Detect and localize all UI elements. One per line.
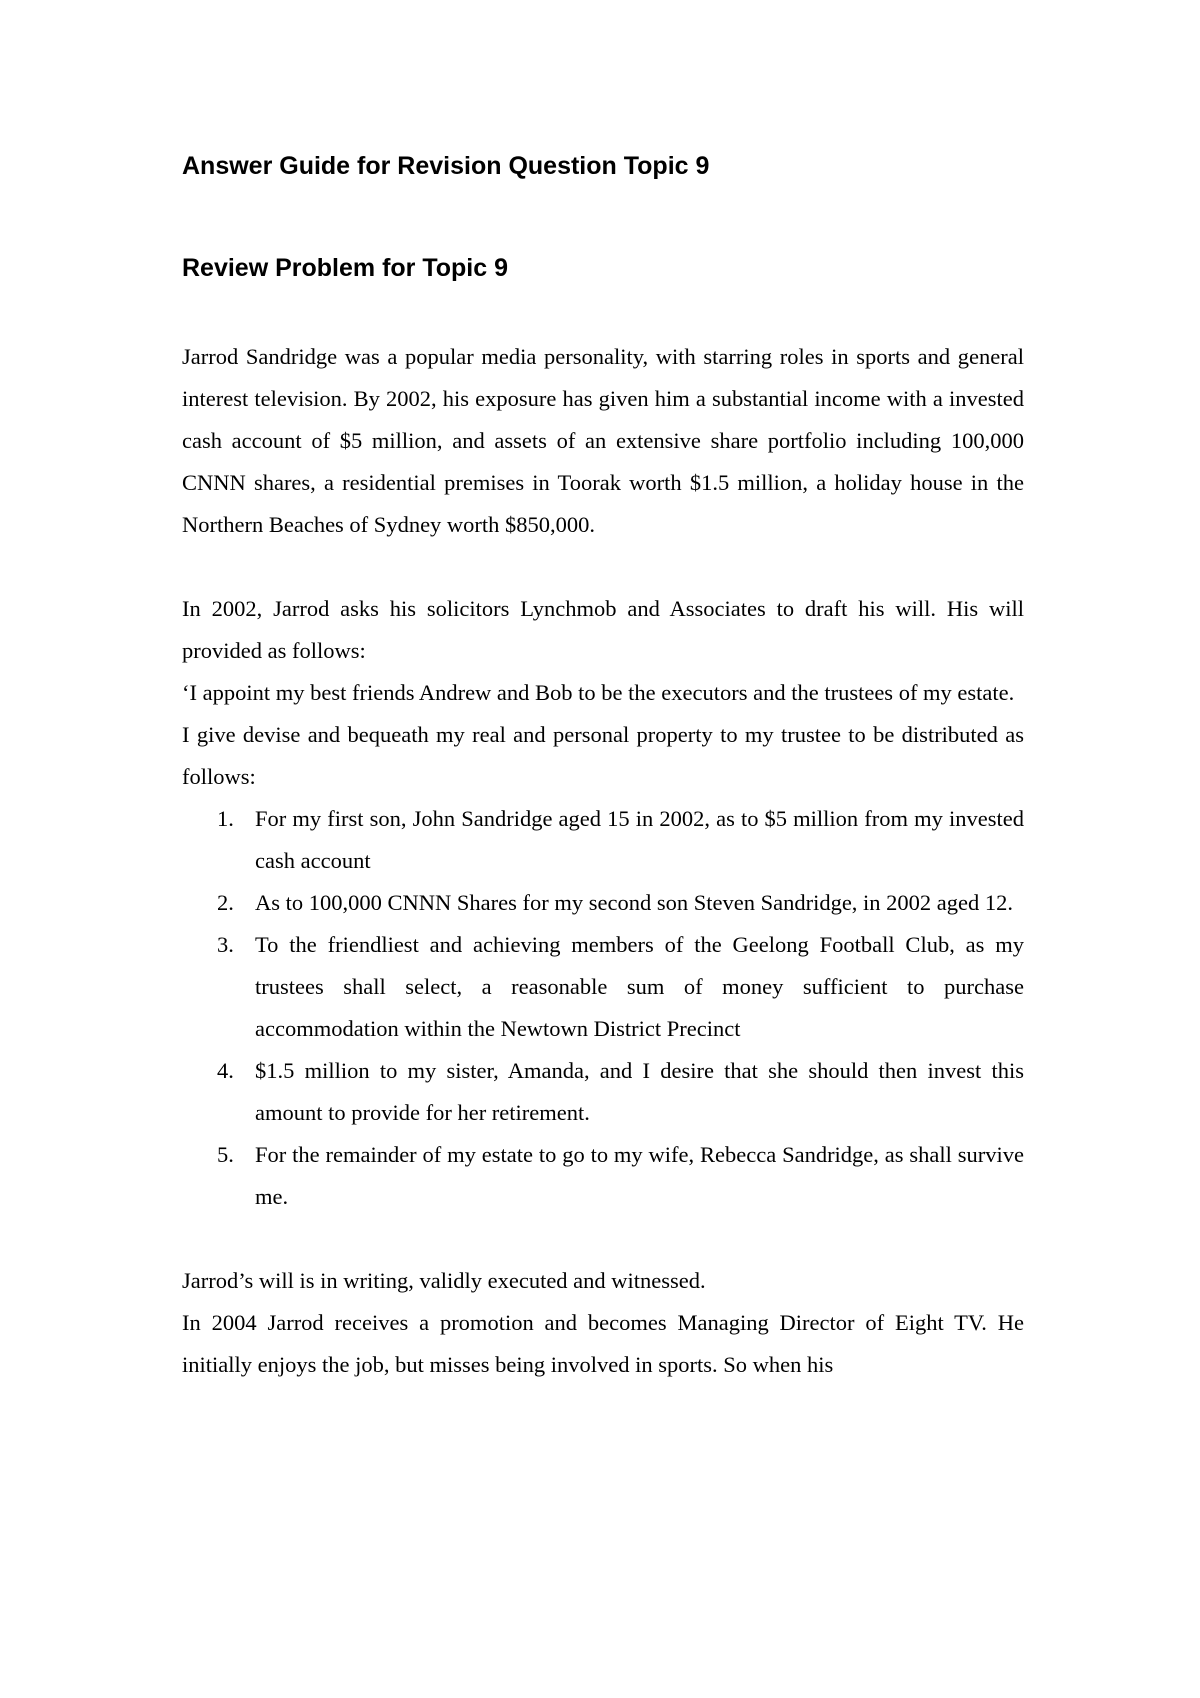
document-title: Answer Guide for Revision Question Topic 9 [182,152,710,180]
list-item-number: 5. [217,1142,234,1167]
validity-paragraph: Jarrod’s will is in writing, validly executed and witnessed. [182,1268,706,1293]
promotion-paragraph: In 2004 Jarrod receives a promotion and becomes Managing Director of Eight TV. He initially enjoys the job, but misses being involved in sports. So when his [182,1310,1024,1377]
paragraph-spacer [182,546,1024,588]
list-item [182,798,1024,882]
list-item-number: 4. [217,1058,234,1083]
will-request-paragraph: In 2002, Jarrod asks his solicitors Lynchmob and Associates to draft his will. His will provided as follows: [182,596,1024,663]
list-item-number: 3. [217,932,234,957]
list-item [182,1050,1024,1134]
intro-paragraph: Jarrod Sandridge was a popular media personality, with starring roles in sports and general interest television. By 2002, his exposure has given him a substantial income with a invested cash account of $5 million, and assets of an extensive share portfolio including 100,000 CNNN shares, a residential premises in Toorak worth $1.5 million, a holiday house in the Northern Beaches of Sydney worth $850,000. [182,344,1024,537]
appointment-paragraph: ‘I appoint my best friends Andrew and Bob to be the executors and the trustees of my estate. [182,680,1015,705]
bequest-list [182,798,1024,1218]
list-item-number: 2. [217,890,234,915]
bequest-intro-paragraph: I give devise and bequeath my real and personal property to my trustee to be distributed as follows: [182,722,1024,789]
document-page [182,150,1024,1386]
list-item-number: 1. [217,806,234,831]
list-item-text: As to 100,000 CNNN Shares for my second son Steven Sandridge, in 2002 aged 12. [255,890,1014,915]
paragraph-spacer [182,1218,1024,1260]
list-item-text: For the remainder of my estate to go to my wife, Rebecca Sandridge, as shall survive me. [255,1142,1024,1209]
list-item-text: To the friendliest and achieving members of the Geelong Football Club, as my trustees shall select, a reasonable sum of money sufficient to purchase accommodation within the Newtown District Precinct [255,932,1024,1041]
list-item [182,924,1024,1050]
list-item-text: $1.5 million to my sister, Amanda, and I desire that she should then invest this amount to provide for her retirement. [255,1058,1024,1125]
list-item [182,1134,1024,1218]
list-item-text: For my first son, John Sandridge aged 15 in 2002, as to $5 million from my invested cash account [255,806,1024,873]
section-heading: Review Problem for Topic 9 [182,254,509,282]
list-item [182,882,1024,924]
